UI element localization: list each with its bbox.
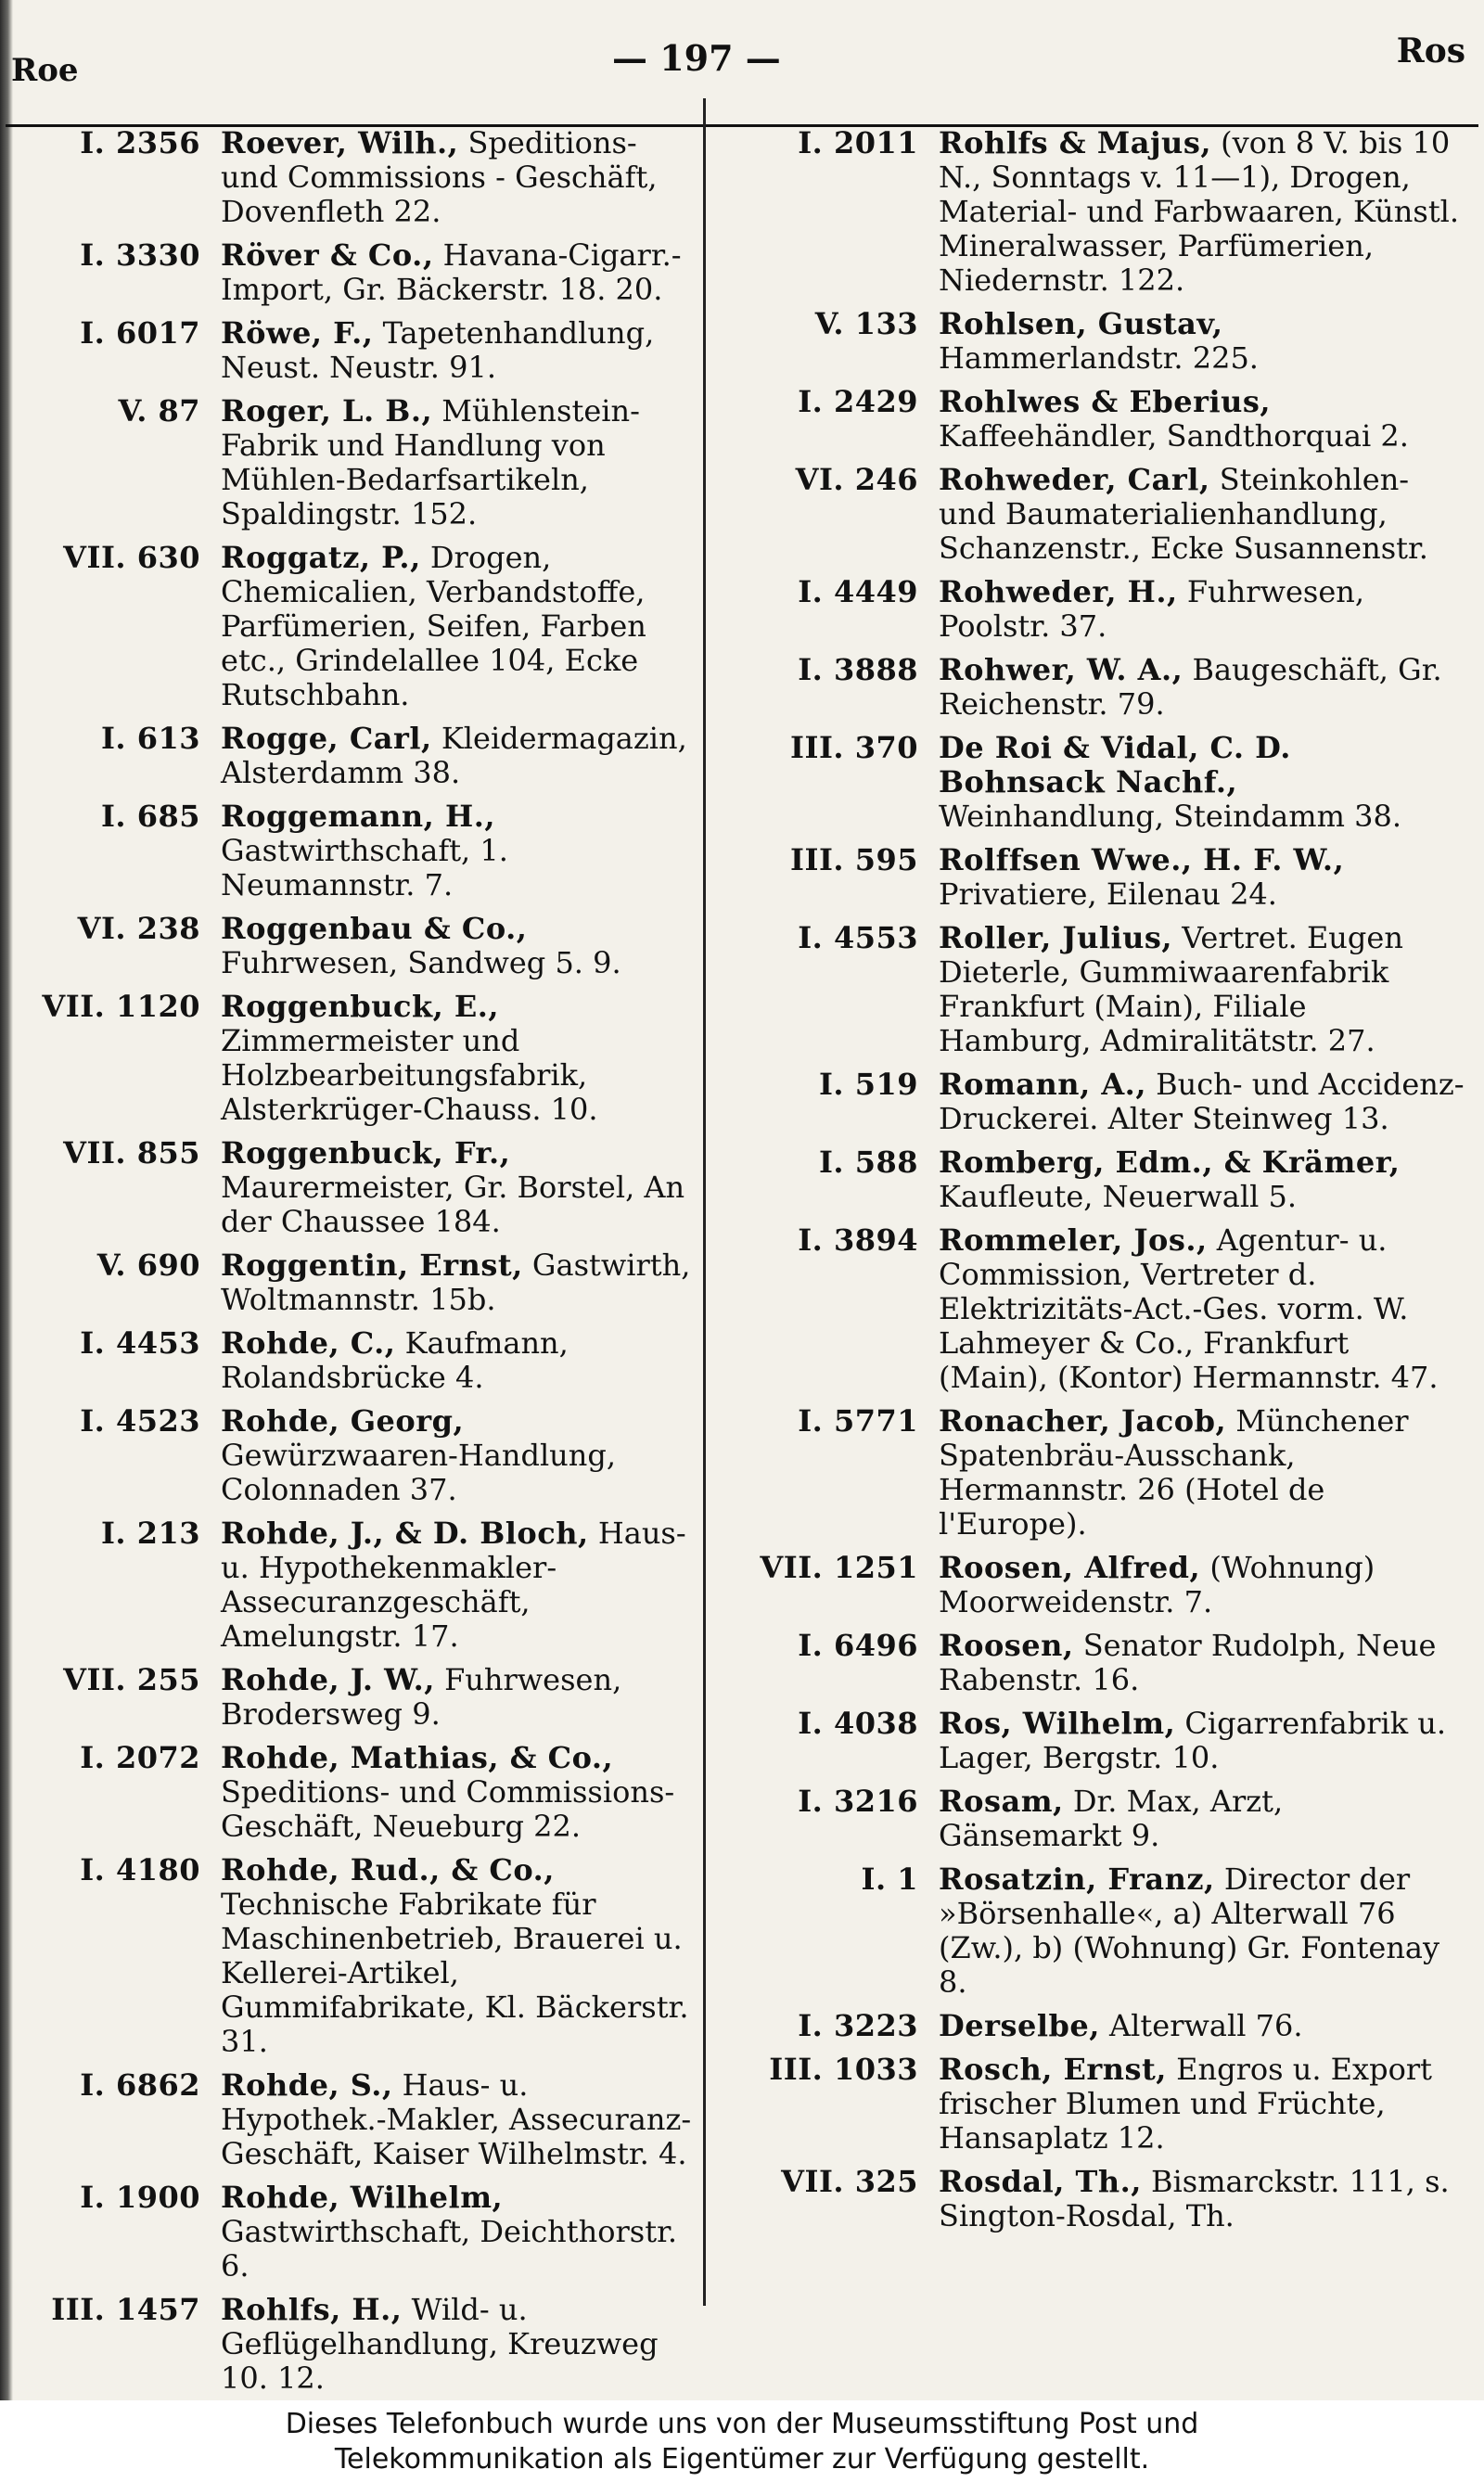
directory-entry	[15, 2181, 699, 2284]
phone-number: I. 4180	[80, 1852, 200, 1887]
right-column	[733, 126, 1465, 2243]
entry-name: Rosch, Ernst,	[939, 2052, 1167, 2087]
phone-number: I. 6017	[80, 315, 200, 351]
entry-name: Roggatz, P.,	[221, 540, 421, 575]
phone-number: I. 6862	[80, 2067, 200, 2103]
entry-text	[939, 1551, 1465, 1619]
footer-notice	[0, 2400, 1484, 2482]
directory-entry	[15, 1404, 699, 1507]
entry-text	[221, 990, 699, 1127]
entry-details: Kleidermagazin, Alsterdamm 38.	[221, 721, 687, 790]
entry-details: Speditions- und Commissions-Geschäft, Neueburg 22.	[221, 1774, 675, 1844]
entry-details: Haus- u. Hypothekenmakler-Assecuranzgeschäft, Amelungstr. 17.	[221, 1516, 686, 1654]
phone-number: I. 3216	[798, 1784, 918, 1819]
directory-entry	[15, 316, 699, 385]
entry-text	[939, 1785, 1465, 1853]
entry-details: Münchener Spatenbräu-Ausschank, Hermannstr. 26 (Hotel de l'Europe).	[939, 1403, 1409, 1542]
entry-text	[221, 126, 699, 229]
entry-text	[939, 463, 1465, 566]
directory-entry	[15, 1516, 699, 1654]
entry-name: Rohde, S.,	[221, 2067, 393, 2103]
entry-details: Gastwirthschaft, Deichthorstr. 6.	[221, 2214, 678, 2284]
entry-text	[939, 2009, 1465, 2043]
page-number: — 197 —	[612, 37, 781, 79]
directory-entry	[733, 385, 1465, 454]
entry-details: Baugeschäft, Gr. Reichenstr. 79.	[939, 652, 1442, 722]
phone-number: III. 595	[790, 842, 918, 877]
entry-details: Speditions- und Commissions - Geschäft, Dovenfleth 22.	[221, 125, 658, 229]
phone-number: III. 370	[790, 730, 918, 765]
phone-number: VII. 255	[63, 1662, 200, 1697]
entry-name: Roggentin, Ernst,	[221, 1247, 523, 1283]
directory-entry	[15, 990, 699, 1127]
entry-name: Rohweder, Carl,	[939, 462, 1210, 497]
entry-details: Drogen, Chemicalien, Verbandstoffe, Parfümerien, Seifen, Farben etc., Grindelallee 104, Ecke Rutschbahn.	[221, 540, 646, 712]
directory-entry	[733, 1707, 1465, 1775]
entry-details: Kaufmann, Rolandsbrücke 4.	[221, 1325, 569, 1395]
phone-number: I. 588	[818, 1145, 918, 1180]
entry-details: Privatiere, Eilenau 24.	[939, 876, 1277, 912]
entry-details: Bismarckstr. 111, s. Sington-Rosdal, Th.	[939, 2164, 1450, 2233]
phone-number: I. 1900	[80, 2180, 200, 2215]
phone-number: I. 6496	[798, 1628, 918, 1663]
entry-text	[221, 1853, 699, 2059]
entry-name: Rommeler, Jos.,	[939, 1222, 1208, 1258]
directory-entry	[733, 653, 1465, 722]
entry-details: Gewürzwaaren-Handlung, Colonnaden 37.	[221, 1438, 617, 1507]
entry-name: Roever, Wilh.,	[221, 125, 459, 160]
directory-entry	[733, 126, 1465, 298]
entry-details: Buch- und Accidenz-Druckerei. Alter Steinweg 13.	[939, 1067, 1465, 1136]
phone-number: I. 4523	[80, 1403, 200, 1439]
directory-entry	[733, 2053, 1465, 2156]
entry-name: Roggenbuck, E.,	[221, 989, 500, 1024]
entry-name: Rohlwes & Eberius,	[939, 384, 1272, 419]
entry-text	[221, 800, 699, 902]
directory-entry	[15, 126, 699, 229]
directory-entry	[733, 1145, 1465, 1214]
entry-name: Roger, L. B.,	[221, 393, 433, 429]
entry-text	[221, 1404, 699, 1507]
entry-name: Rohlsen, Gustav,	[939, 306, 1223, 341]
phone-number: VII. 1251	[760, 1550, 918, 1585]
directory-entry	[15, 2068, 699, 2171]
entry-name: Rosdal, Th.,	[939, 2164, 1142, 2199]
book-spine-shadow	[0, 0, 13, 2400]
phone-number: III. 1033	[769, 2052, 918, 2087]
phone-number: V. 133	[814, 306, 918, 341]
entry-name: Romberg, Edm., & Krämer,	[939, 1145, 1401, 1180]
page-header	[0, 32, 1484, 96]
entry-details: Fuhrwesen, Brodersweg 9.	[221, 1662, 622, 1732]
directory-entry	[733, 307, 1465, 376]
entry-text	[939, 385, 1465, 454]
entry-name: Roggenbau & Co.,	[221, 911, 528, 946]
entry-text	[221, 1663, 699, 1732]
entry-name: Romann, A.,	[939, 1067, 1146, 1102]
entry-name: Rohde, Georg,	[221, 1403, 465, 1439]
entry-text	[221, 1516, 699, 1654]
entry-name: Rohlfs & Majus,	[939, 125, 1211, 160]
phone-number: I. 4453	[80, 1325, 200, 1361]
entry-details: Cigarrenfabrik u. Lager, Bergstr. 10.	[939, 1706, 1447, 1775]
phone-number: I. 213	[100, 1516, 200, 1551]
entry-name: Rosam,	[939, 1784, 1064, 1819]
entry-details: Alterwall 76.	[1099, 2008, 1303, 2043]
entry-text	[221, 1136, 699, 1239]
phone-number: VI. 246	[795, 462, 918, 497]
directory-entry	[15, 1248, 699, 1317]
entry-name: Rolffsen Wwe., H. F. W.,	[939, 842, 1345, 877]
entry-name: Roller, Julius,	[939, 920, 1173, 955]
entry-text	[939, 1404, 1465, 1542]
entry-text	[939, 731, 1465, 834]
entry-details: Maurermeister, Gr. Borstel, An der Chaussee 184.	[221, 1170, 685, 1239]
entry-text	[939, 921, 1465, 1058]
entry-text	[939, 1145, 1465, 1214]
entry-name: De Roi & Vidal, C. D. Bohnsack Nachf.,	[939, 730, 1291, 800]
left-column	[15, 126, 699, 2400]
entry-name: Röver & Co.,	[221, 237, 434, 273]
directory-entry	[15, 722, 699, 790]
entry-details: Steinkohlen- und Baumaterialienhandlung, Schanzenstr., Ecke Susannenstr.	[939, 462, 1428, 566]
entry-name: Rohde, Mathias, & Co.,	[221, 1740, 614, 1775]
entry-text	[939, 1068, 1465, 1136]
entry-details: Director der »Börsenhalle«, a) Alterwall 76 (Zw.), b) (Wohnung) Gr. Fontenay 8.	[939, 1862, 1440, 2000]
entry-text	[221, 2181, 699, 2284]
entry-name: Rohde, Rud., & Co.,	[221, 1852, 555, 1887]
phone-number: I. 2429	[798, 384, 918, 419]
entry-name: Roosen,	[939, 1628, 1074, 1663]
entry-text	[939, 1223, 1465, 1395]
entry-name: Rohde, J., & D. Bloch,	[221, 1516, 589, 1551]
entry-name: Rohweder, H.,	[939, 574, 1178, 609]
entry-text	[939, 2165, 1465, 2233]
entry-name: Rohlfs, H.,	[221, 2292, 403, 2327]
phone-number: I. 4038	[798, 1706, 918, 1741]
entry-text	[939, 2053, 1465, 2156]
entry-details: Vertret. Eugen Dieterle, Gummiwaarenfabrik Frankfurt (Main), Filiale Hamburg, Admiralitätstr. 27.	[939, 920, 1403, 1058]
entry-details: Gastwirth, Woltmannstr. 15b.	[221, 1247, 691, 1317]
entry-name: Rosatzin, Franz,	[939, 1862, 1215, 1897]
phone-number: I. 3330	[80, 237, 200, 273]
entry-details: Weinhandlung, Steindamm 38.	[939, 799, 1401, 834]
phone-number: I. 4449	[798, 574, 918, 609]
entry-text	[221, 238, 699, 307]
entry-name: Ronacher, Jacob,	[939, 1403, 1227, 1439]
entry-text	[939, 653, 1465, 722]
entry-name: Derselbe,	[939, 2008, 1100, 2043]
entry-details: Zimmermeister und Holzbearbeitungsfabrik, Alsterkrüger-Chauss. 10.	[221, 1023, 598, 1127]
entry-text	[221, 2293, 699, 2396]
phone-number: I. 519	[818, 1067, 918, 1102]
entry-details: Kaffeehändler, Sandthorquai 2.	[939, 418, 1409, 454]
entry-details: Fuhrwesen, Poolstr. 37.	[939, 574, 1365, 644]
entry-details: (Wohnung) Moorweidenstr. 7.	[939, 1550, 1375, 1619]
footer-line-1: Dieses Telefonbuch wurde uns von der Museumsstiftung Post und	[285, 2408, 1199, 2440]
entry-name: Roggenbuck, Fr.,	[221, 1135, 511, 1171]
entry-details: Tapetenhandlung, Neust. Neustr. 91.	[221, 315, 655, 385]
footer-line-2: Telekommunikation als Eigentümer zur Verfügung gestellt.	[334, 2443, 1150, 2476]
phone-number: V. 87	[118, 393, 200, 429]
entry-details: Wild- u. Geflügelhandlung, Kreuzweg 10. 12.	[221, 2292, 659, 2396]
phone-number: I. 613	[100, 721, 200, 756]
entry-text	[939, 126, 1465, 298]
entry-details: Dr. Max, Arzt, Gänsemarkt 9.	[939, 1784, 1284, 1853]
entry-details: Kaufleute, Neuerwall 5.	[939, 1179, 1298, 1214]
entry-text	[939, 1707, 1465, 1775]
entry-text	[939, 575, 1465, 644]
directory-entry	[733, 2165, 1465, 2233]
phone-number: VII. 855	[63, 1135, 200, 1171]
entry-text	[221, 2068, 699, 2171]
entry-details: Hammerlandstr. 225.	[939, 340, 1259, 376]
directory-entry	[733, 1551, 1465, 1619]
entry-name: Rohde, C.,	[221, 1325, 396, 1361]
entry-text	[221, 912, 699, 980]
entry-details: Haus- u. Hypothek.-Makler, Assecuranz-Geschäft, Kaiser Wilhelmstr. 4.	[221, 2067, 692, 2171]
phone-number: VII. 630	[63, 540, 200, 575]
phone-number: I. 2356	[80, 125, 200, 160]
phone-number: I. 3894	[798, 1222, 918, 1258]
directory-entry	[733, 921, 1465, 1058]
directory-entry	[733, 1223, 1465, 1395]
entry-text	[221, 1741, 699, 1844]
entry-name: Rohwer, W. A.,	[939, 652, 1183, 687]
header-right-keyword: Ros	[1396, 32, 1465, 70]
entry-details: Havana-Cigarr.-Import, Gr. Bäckerstr. 18. 20.	[221, 237, 682, 307]
phone-number: I. 2072	[80, 1740, 200, 1775]
directory-entry	[733, 463, 1465, 566]
entry-name: Ros, Wilhelm,	[939, 1706, 1176, 1741]
entry-name: Rohde, Wilhelm,	[221, 2180, 504, 2215]
directory-entry	[733, 1068, 1465, 1136]
entry-name: Roosen, Alfred,	[939, 1550, 1201, 1585]
entry-details: Gastwirthschaft, 1. Neumannstr. 7.	[221, 833, 508, 902]
directory-entry	[15, 238, 699, 307]
entry-details: Technische Fabrikate für Maschinenbetrieb, Brauerei u. Kellerei-Artikel, Gummifabrikate, Kl. Bäckerstr. 31.	[221, 1887, 689, 2059]
entry-details: Senator Rudolph, Neue Rabenstr. 16.	[939, 1628, 1437, 1697]
phone-number: I. 4553	[798, 920, 918, 955]
entry-text	[221, 722, 699, 790]
entry-name: Roggemann, H.,	[221, 799, 495, 834]
entry-name: Rohde, J. W.,	[221, 1662, 435, 1697]
directory-entry	[15, 1741, 699, 1844]
entry-details: Fuhrwesen, Sandweg 5. 9.	[221, 945, 621, 980]
directory-entry	[733, 1785, 1465, 1853]
entry-details: (von 8 V. bis 10 N., Sonntags v. 11—1), Drogen, Material- und Farbwaaren, Künstl. Mineralwasser, Parfümerien, Niedernstr. 122.	[939, 125, 1460, 298]
directory-entry	[15, 1326, 699, 1395]
directory-entry	[15, 912, 699, 980]
entry-text	[221, 1326, 699, 1395]
entry-text	[221, 541, 699, 712]
entry-text	[939, 1629, 1465, 1697]
entry-text	[221, 1248, 699, 1317]
entry-text	[939, 843, 1465, 912]
directory-entry	[15, 1663, 699, 1732]
phone-number: I. 1	[861, 1862, 918, 1897]
phone-number: I. 3223	[798, 2008, 918, 2043]
entry-name: Röwe, F.,	[221, 315, 374, 351]
directory-entry	[733, 731, 1465, 834]
directory-entry	[15, 2293, 699, 2396]
phone-number: III. 1457	[51, 2292, 200, 2327]
entry-details: Engros u. Export frischer Blumen und Früchte, Hansaplatz 12.	[939, 2052, 1432, 2156]
entry-details: Agentur- u. Commission, Vertreter d. Elektrizitäts-Act.-Ges. vorm. W. Lahmeyer & Co., Frankfurt (Main), (Kontor) Hermannstr. 47.	[939, 1222, 1439, 1395]
phone-number: VI. 238	[77, 911, 200, 946]
entry-name: Rogge, Carl,	[221, 721, 432, 756]
directory-entry	[733, 1404, 1465, 1542]
column-divider	[703, 98, 706, 2306]
directory-entry	[15, 1853, 699, 2059]
entry-text	[939, 1862, 1465, 2000]
directory-entry	[15, 541, 699, 712]
directory-entry	[733, 843, 1465, 912]
phone-number: VII. 1120	[42, 989, 200, 1024]
phone-number: I. 3888	[798, 652, 918, 687]
directory-entry	[15, 394, 699, 531]
directory-entry	[733, 575, 1465, 644]
entry-text	[221, 394, 699, 531]
header-left-keyword: Roe	[11, 52, 79, 89]
entry-text	[221, 316, 699, 385]
entry-details: Mühlenstein-Fabrik und Handlung von Mühlen-Bedarfsartikeln, Spaldingstr. 152.	[221, 393, 640, 531]
phone-number: I. 685	[100, 799, 200, 834]
phone-number: I. 5771	[798, 1403, 918, 1439]
directory-entry	[733, 2009, 1465, 2043]
entry-text	[939, 307, 1465, 376]
phone-number: V. 690	[96, 1247, 200, 1283]
phone-number: I. 2011	[798, 125, 918, 160]
directory-entry	[15, 1136, 699, 1239]
directory-entry	[733, 1629, 1465, 1697]
directory-entry	[733, 1862, 1465, 2000]
directory-entry	[15, 800, 699, 902]
phone-number: VII. 325	[781, 2164, 918, 2199]
